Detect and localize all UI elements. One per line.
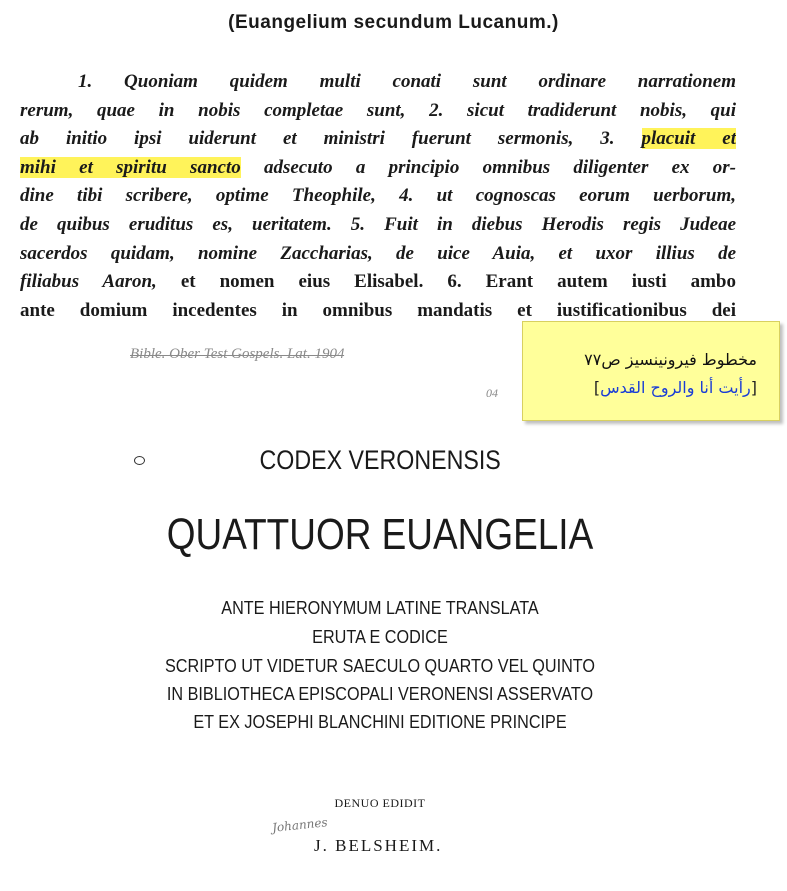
handwritten-mark: 04 (486, 386, 498, 400)
passage-line: sacerdos quidam, nomine Zaccharias, de uice Auia, et uxor illius de (20, 242, 736, 264)
note-quote (533, 374, 757, 402)
subtitle-line: IN BIBLIOTHECA EPISCOPALI VERONENSI ASSERVATO (166, 684, 594, 704)
main-title: QUATTUOR EUANGELIA (166, 510, 594, 559)
note-title: مخطوط فيرونينسيز ص٧٧ (584, 350, 757, 369)
section-heading: (Euangelium secundum Lucanum.) (228, 12, 559, 33)
bracket-open: [ (750, 378, 757, 397)
passage-text: ab initio ipsi uiderunt et ministri fuerunt sermonis, 3. (20, 128, 615, 150)
codex-title: CODEX VERONENSIS (259, 445, 501, 475)
passage-line: 1. Quoniam quidem multi conati sunt ordinare narrationem (78, 71, 736, 92)
struck-text: Bible. Ober Test Gospels. Lat. 1904 (130, 346, 345, 362)
passage-line: ante domium incedentes in omnibus mandatis et iustificationibus dei (20, 299, 736, 321)
subtitle-line: ANTE HIERONYMUM LATINE TRANSLATA (221, 598, 539, 618)
passage-line: dine tibi scribere, optime Theophile, 4. ut cognoscas eorum uerborum, (20, 185, 736, 207)
subtitle-line: ERUTA E CODICE (312, 627, 448, 647)
bracket-close: ] (593, 378, 601, 397)
passage-line: de quibus eruditus es, ueritatem. 5. Fuit in diebus Herodis regis Judeae (20, 213, 736, 235)
passage-line (20, 154, 736, 183)
handwritten-annotation (130, 346, 515, 400)
edition-label: DENUO EDIDIT (334, 796, 426, 810)
note-quote-text: رأيت أنا والروح القدس (600, 378, 751, 397)
author-name: J. BELSHEIM. (314, 836, 443, 855)
passage-line: rerum, quae in nobis completae sunt, 2. sicut tradiderunt nobis, qui (20, 99, 736, 121)
passage-text: et nomen eius Elisabel. 6. Erant autem iusti ambo (180, 271, 736, 293)
highlighted-phrase: placuit et (641, 128, 736, 150)
subtitle-line: SCRIPTO UT VIDETUR SAECULO QUARTO VEL QUINTO (164, 656, 595, 676)
latin-passage (20, 68, 736, 325)
passage-line (20, 268, 736, 297)
passage-text: adsecuto a principio omnibus diligenter ex or- (263, 156, 736, 178)
passage-line (20, 125, 736, 154)
arabic-note-box (522, 321, 780, 421)
highlighted-phrase: mihi et spiritu sancto (20, 156, 241, 178)
passage-text: filiabus Aaron, (20, 271, 157, 293)
subtitle-line: ET EX JOSEPHI BLANCHINI EDITIONE PRINCIPE (193, 712, 567, 732)
handwritten-signature: Johannes (271, 815, 329, 835)
